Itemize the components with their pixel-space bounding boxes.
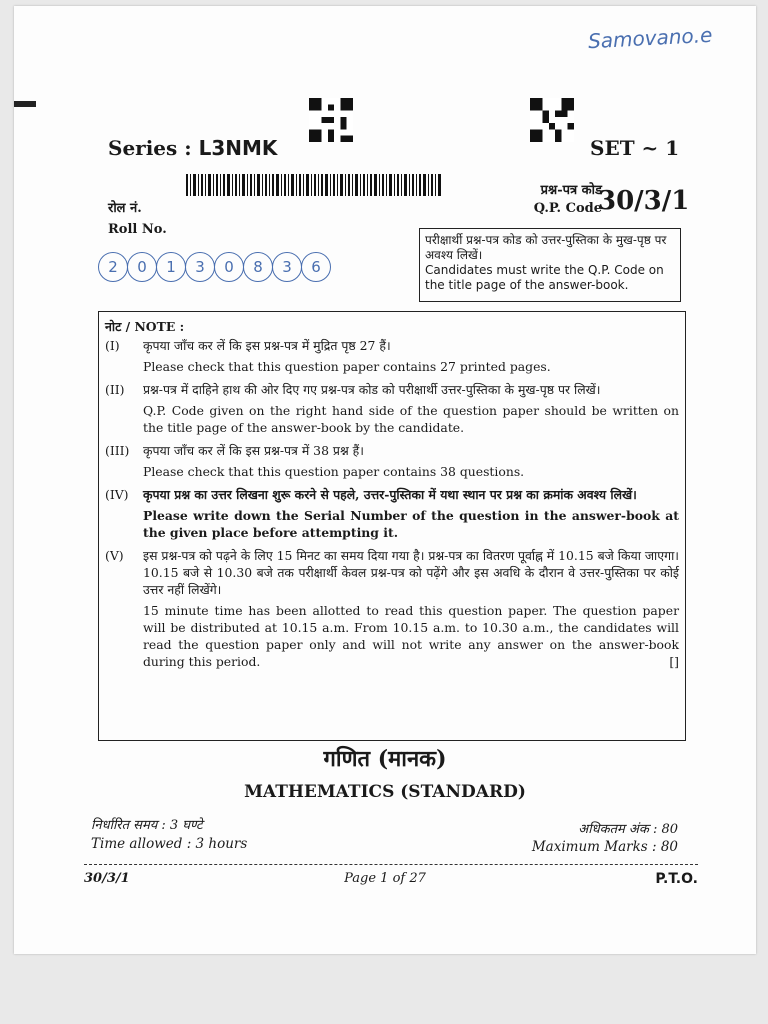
roll-label-hindi: रोल नं. <box>108 201 142 216</box>
qr-code-icon <box>530 98 574 142</box>
note-item <box>105 381 679 440</box>
note-item-english-text: 15 minute time has been allotted to read this question paper. The question paper will be distributed at 10.15 a.m. From 10.15 a.m. to 10.30 a.m., the candidates will read the question paper only and will not write any answer on the answer-book during this period. <box>143 603 679 669</box>
candidate-instruction-english: Candidates must write the Q.P. Code on the title page of the answer-book. <box>425 263 664 292</box>
note-item <box>105 442 679 484</box>
roll-digit: 3 <box>272 252 302 282</box>
series-label: Series : <box>108 136 192 160</box>
roll-digit: 2 <box>98 252 128 282</box>
time-allowed-hindi: निर्धारित समय : 3 घण्टे <box>91 818 203 833</box>
note-item-number: (I) <box>105 338 120 353</box>
subject-title-english: MATHEMATICS (STANDARD) <box>244 782 526 802</box>
roll-number <box>98 252 330 282</box>
note-box <box>98 311 686 741</box>
barcode-icon <box>186 174 441 196</box>
qp-code-label-english: Q.P. Code <box>533 201 602 216</box>
note-item-english: Q.P. Code given on the right hand side of the question paper should be written on the title page of the answer-book by the candidate. <box>143 403 679 435</box>
note-item-number: (V) <box>105 548 124 563</box>
note-item-hindi: कृपया जाँच कर लें कि इस प्रश्न-पत्र में मुद्रित पृष्ठ 27 हैं। <box>143 338 391 353</box>
time-allowed-english: Time allowed : 3 hours <box>91 836 248 852</box>
note-item-hindi: इस प्रश्न-पत्र को पढ़ने के लिए 15 मिनट का समय दिया गया है। प्रश्न-पत्र का वितरण पूर्वाह्न में 10.15 बजे किया जाएगा। 10.15 बजे से 10.30 बजे तक परीक्षार्थी केवल प्रश्न-पत्र को पढ़ेंगे और इस अवधि के दौरान वे उत्तर-पुस्तिका पर कोई उत्तर नहीं लिखेंगे। <box>143 548 679 597</box>
qp-code-label-hindi: प्रश्न-पत्र कोड <box>540 183 602 198</box>
candidate-instruction-box <box>419 228 681 302</box>
qp-code-value: 30/3/1 <box>598 186 690 216</box>
subject-title-hindi: गणित (मानक) <box>323 746 447 772</box>
roll-digit: 0 <box>127 252 157 282</box>
note-item-english: Please check that this question paper contains 27 printed pages. <box>143 359 551 374</box>
handwritten-name: Samovano.e <box>587 22 713 54</box>
note-item <box>105 337 679 379</box>
note-item-number: (II) <box>105 382 125 397</box>
question-paper-page <box>14 6 756 954</box>
roll-digit: 1 <box>156 252 186 282</box>
series-info <box>108 136 277 160</box>
page-number: Page 1 of 27 <box>344 871 426 886</box>
note-item <box>105 547 679 674</box>
set-label: SET ~ 1 <box>590 136 680 160</box>
note-item-number: (IV) <box>105 487 129 502</box>
note-item-hindi: कृपया प्रश्न का उत्तर लिखना शुरू करने से पहले, उत्तर-पुस्तिका में यथा स्थान पर प्रश्न का क्रमांक अवश्य लिखें। <box>143 487 637 502</box>
roll-label-english: Roll No. <box>108 222 167 237</box>
max-marks-hindi: अधिकतम अंक : 80 <box>578 822 678 837</box>
footer-divider <box>84 864 698 865</box>
roll-digit: 3 <box>185 252 215 282</box>
series-code: L3NMK <box>198 136 278 160</box>
roll-digit: 0 <box>214 252 244 282</box>
qr-code-icon <box>309 98 353 142</box>
qp-code-label <box>498 182 602 218</box>
candidate-instruction-hindi: परीक्षार्थी प्रश्न-पत्र कोड को उत्तर-पुस्तिका के मुख-पृष्ठ पर अवश्य लिखें। <box>425 233 667 262</box>
max-marks-english: Maximum Marks : 80 <box>531 839 678 855</box>
note-item-english <box>143 602 679 670</box>
note-title: नोट / NOTE : <box>105 319 185 334</box>
edge-mark <box>14 101 36 107</box>
note-item-hindi: प्रश्न-पत्र में दाहिने हाथ की ओर दिए गए प्रश्न-पत्र कोड को परीक्षार्थी उत्तर-पुस्तिका के मुख-पृष्ठ पर लिखें। <box>143 382 601 397</box>
pto-label: P.T.O. <box>655 871 698 887</box>
note-item-number: (III) <box>105 443 130 458</box>
roll-digit: 8 <box>243 252 273 282</box>
note-item-english: Please write down the Serial Number of the question in the answer-book at the given place before attempting it. <box>143 508 679 540</box>
end-mark: [] <box>669 654 679 669</box>
footer-qp-code: 30/3/1 <box>84 871 130 886</box>
note-item-english: Please check that this question paper contains 38 questions. <box>143 464 525 479</box>
roll-digit: 6 <box>301 252 331 282</box>
note-item-hindi: कृपया जाँच कर लें कि इस प्रश्न-पत्र में 38 प्रश्न हैं। <box>143 443 364 458</box>
note-item <box>105 486 679 545</box>
